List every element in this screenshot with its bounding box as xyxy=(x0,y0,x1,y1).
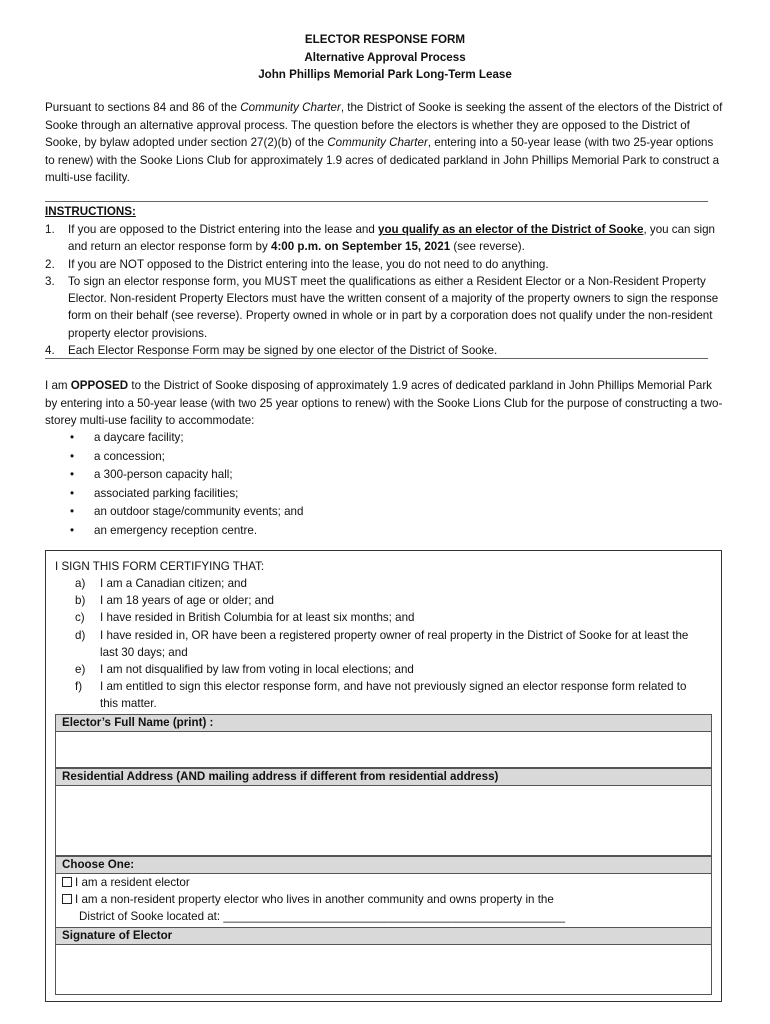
form-subject: John Phillips Memorial Park Long-Term Lease xyxy=(258,68,512,81)
certify-item xyxy=(63,575,703,592)
certify-letter: c) xyxy=(75,611,85,625)
instructions-title: INSTRUCTIONS: xyxy=(45,205,136,218)
certify-text: I am a Canadian citizen; and xyxy=(100,577,247,590)
instruction-1-text-c: , you can sign and return an elector response form by xyxy=(68,223,715,254)
instruction-number: 2. xyxy=(45,257,55,271)
form-header xyxy=(0,31,770,84)
facility-list xyxy=(70,429,303,540)
signature-label: Signature of Elector xyxy=(55,927,712,945)
instruction-4-text: Each Elector Response Form may be signed by one elector of the District of Sooke. xyxy=(68,344,498,358)
instruction-1-text-a: If you are opposed to the District entering into the lease and xyxy=(68,223,379,236)
opposition-statement xyxy=(45,377,725,430)
certify-item xyxy=(63,627,703,661)
facility-item: • a 300-person capacity hall; xyxy=(70,466,303,485)
facility-item: • an outdoor stage/community events; and xyxy=(70,503,303,522)
facility-item: • a concession; xyxy=(70,448,303,467)
intro-paragraph xyxy=(45,99,725,187)
facility-item: • associated parking facilities; xyxy=(70,485,303,504)
intro-text-3: , entering into a 50-year lease (with two 25-year options to renew) with the Sooke Lions Club for approximately 1.9 acres of dedicated parkland in John Phillips Memorial Park to construct a multi-use facility. xyxy=(45,136,720,184)
resident-option[interactable] xyxy=(62,874,190,891)
intro-text-2: , the District of Sooke is seeking the assent of the electors of the District of Sooke through an alternative approval process. The question before the electors is whether they are opposed to the District of Sooke, by bylaw adopted under section 27(2)(b) of the xyxy=(45,101,723,149)
signature-field[interactable] xyxy=(55,945,712,995)
instruction-number: 3. xyxy=(45,274,55,288)
certify-title: I SIGN THIS FORM CERTIFYING THAT: xyxy=(55,560,265,573)
instruction-item-1 xyxy=(45,221,725,256)
form-subtitle: Alternative Approval Process xyxy=(304,50,466,64)
property-location-line[interactable] xyxy=(79,908,565,925)
certify-item xyxy=(63,661,703,678)
facility-item: • a daycare facility; xyxy=(70,429,303,448)
certify-text: I am 18 years of age or older; and xyxy=(100,594,275,608)
resident-option-label: I am a resident elector xyxy=(75,876,190,889)
name-label: Elector’s Full Name (print) : xyxy=(55,714,712,732)
certify-letter: f) xyxy=(75,680,83,694)
opposition-text-c: to the District of Sooke disposing of approximately 1.9 acres of dedicated parkland in John Phillips Memorial Park by entering into a 50-year lease (with two 25 year options to renew) with the Sooke Lions Club for the purpose of constructing a two-storey multi-use facility to accommodate: xyxy=(45,379,723,427)
certify-text: I am entitled to sign this elector response form, and have not previously signed an elector response form related to this matter. xyxy=(100,680,687,711)
instruction-3-text: To sign an elector response form, you MUST meet the qualifications as either a Resident Elector or a Non-Resident Property Elector. Non-resident Property Electors must have the written consent of a majority of the property owners to sign the response form on their behalf (see reverse). Property owned in whole or in part by a corporation does not qualify under the non-resident property elector provisions. xyxy=(68,274,719,340)
instructions-list xyxy=(45,221,725,359)
instruction-item-4 xyxy=(45,342,725,359)
instruction-number: 4. xyxy=(45,344,55,358)
property-location-label: District of Sooke located at: xyxy=(79,910,224,923)
resident-checkbox[interactable] xyxy=(62,877,72,887)
certify-letter: e) xyxy=(75,663,86,677)
certify-list xyxy=(63,575,703,713)
choose-one-label: Choose One: xyxy=(55,856,712,874)
divider-instructions xyxy=(45,358,708,359)
certify-item xyxy=(63,678,703,712)
form-title: ELECTOR RESPONSE FORM xyxy=(304,33,466,46)
certify-item xyxy=(63,609,703,626)
intro-charter-2: Community Charter xyxy=(327,136,428,149)
opposition-text-a: I am xyxy=(45,379,71,392)
name-field[interactable] xyxy=(55,732,712,768)
divider-top xyxy=(45,201,708,202)
address-label: Residential Address (AND mailing address if different from residential address) xyxy=(55,768,712,786)
instruction-1-deadline: 4:00 p.m. on September 15, 2021 xyxy=(271,240,451,254)
nonresident-option-label: I am a non-resident property elector who lives in another community and owns property in the xyxy=(75,893,554,906)
certify-item xyxy=(63,592,703,609)
certify-text: I have resided in, OR have been a registered property owner of real property in the District of Sooke for at least the last 30 days; and xyxy=(100,628,689,659)
nonresident-checkbox[interactable] xyxy=(62,894,72,904)
nonresident-option[interactable] xyxy=(62,891,554,908)
certify-letter: d) xyxy=(75,628,86,642)
facility-item: • an emergency reception centre. xyxy=(70,522,303,541)
certify-letter: a) xyxy=(75,577,86,590)
instruction-1-qualify: you qualify as an elector of the District of Sooke xyxy=(378,223,644,236)
intro-charter-1: Community Charter xyxy=(240,101,341,114)
intro-text-1: Pursuant to sections 84 and 86 of the xyxy=(45,101,241,114)
instruction-item-3 xyxy=(45,273,725,342)
property-location-blank[interactable]: _____________________________________________________ xyxy=(223,910,566,923)
instruction-1-text-e: (see reverse). xyxy=(450,240,525,254)
instruction-item-2 xyxy=(45,256,725,273)
certify-text: I have resided in British Columbia for at least six months; and xyxy=(100,611,415,625)
instruction-number: 1. xyxy=(45,223,55,236)
opposition-keyword: OPPOSED xyxy=(70,379,129,392)
certify-letter: b) xyxy=(75,594,86,608)
instruction-2-text: If you are NOT opposed to the District entering into the lease, you do not need to do anything. xyxy=(68,257,549,271)
address-field[interactable] xyxy=(55,786,712,856)
certify-text: I am not disqualified by law from voting in local elections; and xyxy=(100,663,414,677)
